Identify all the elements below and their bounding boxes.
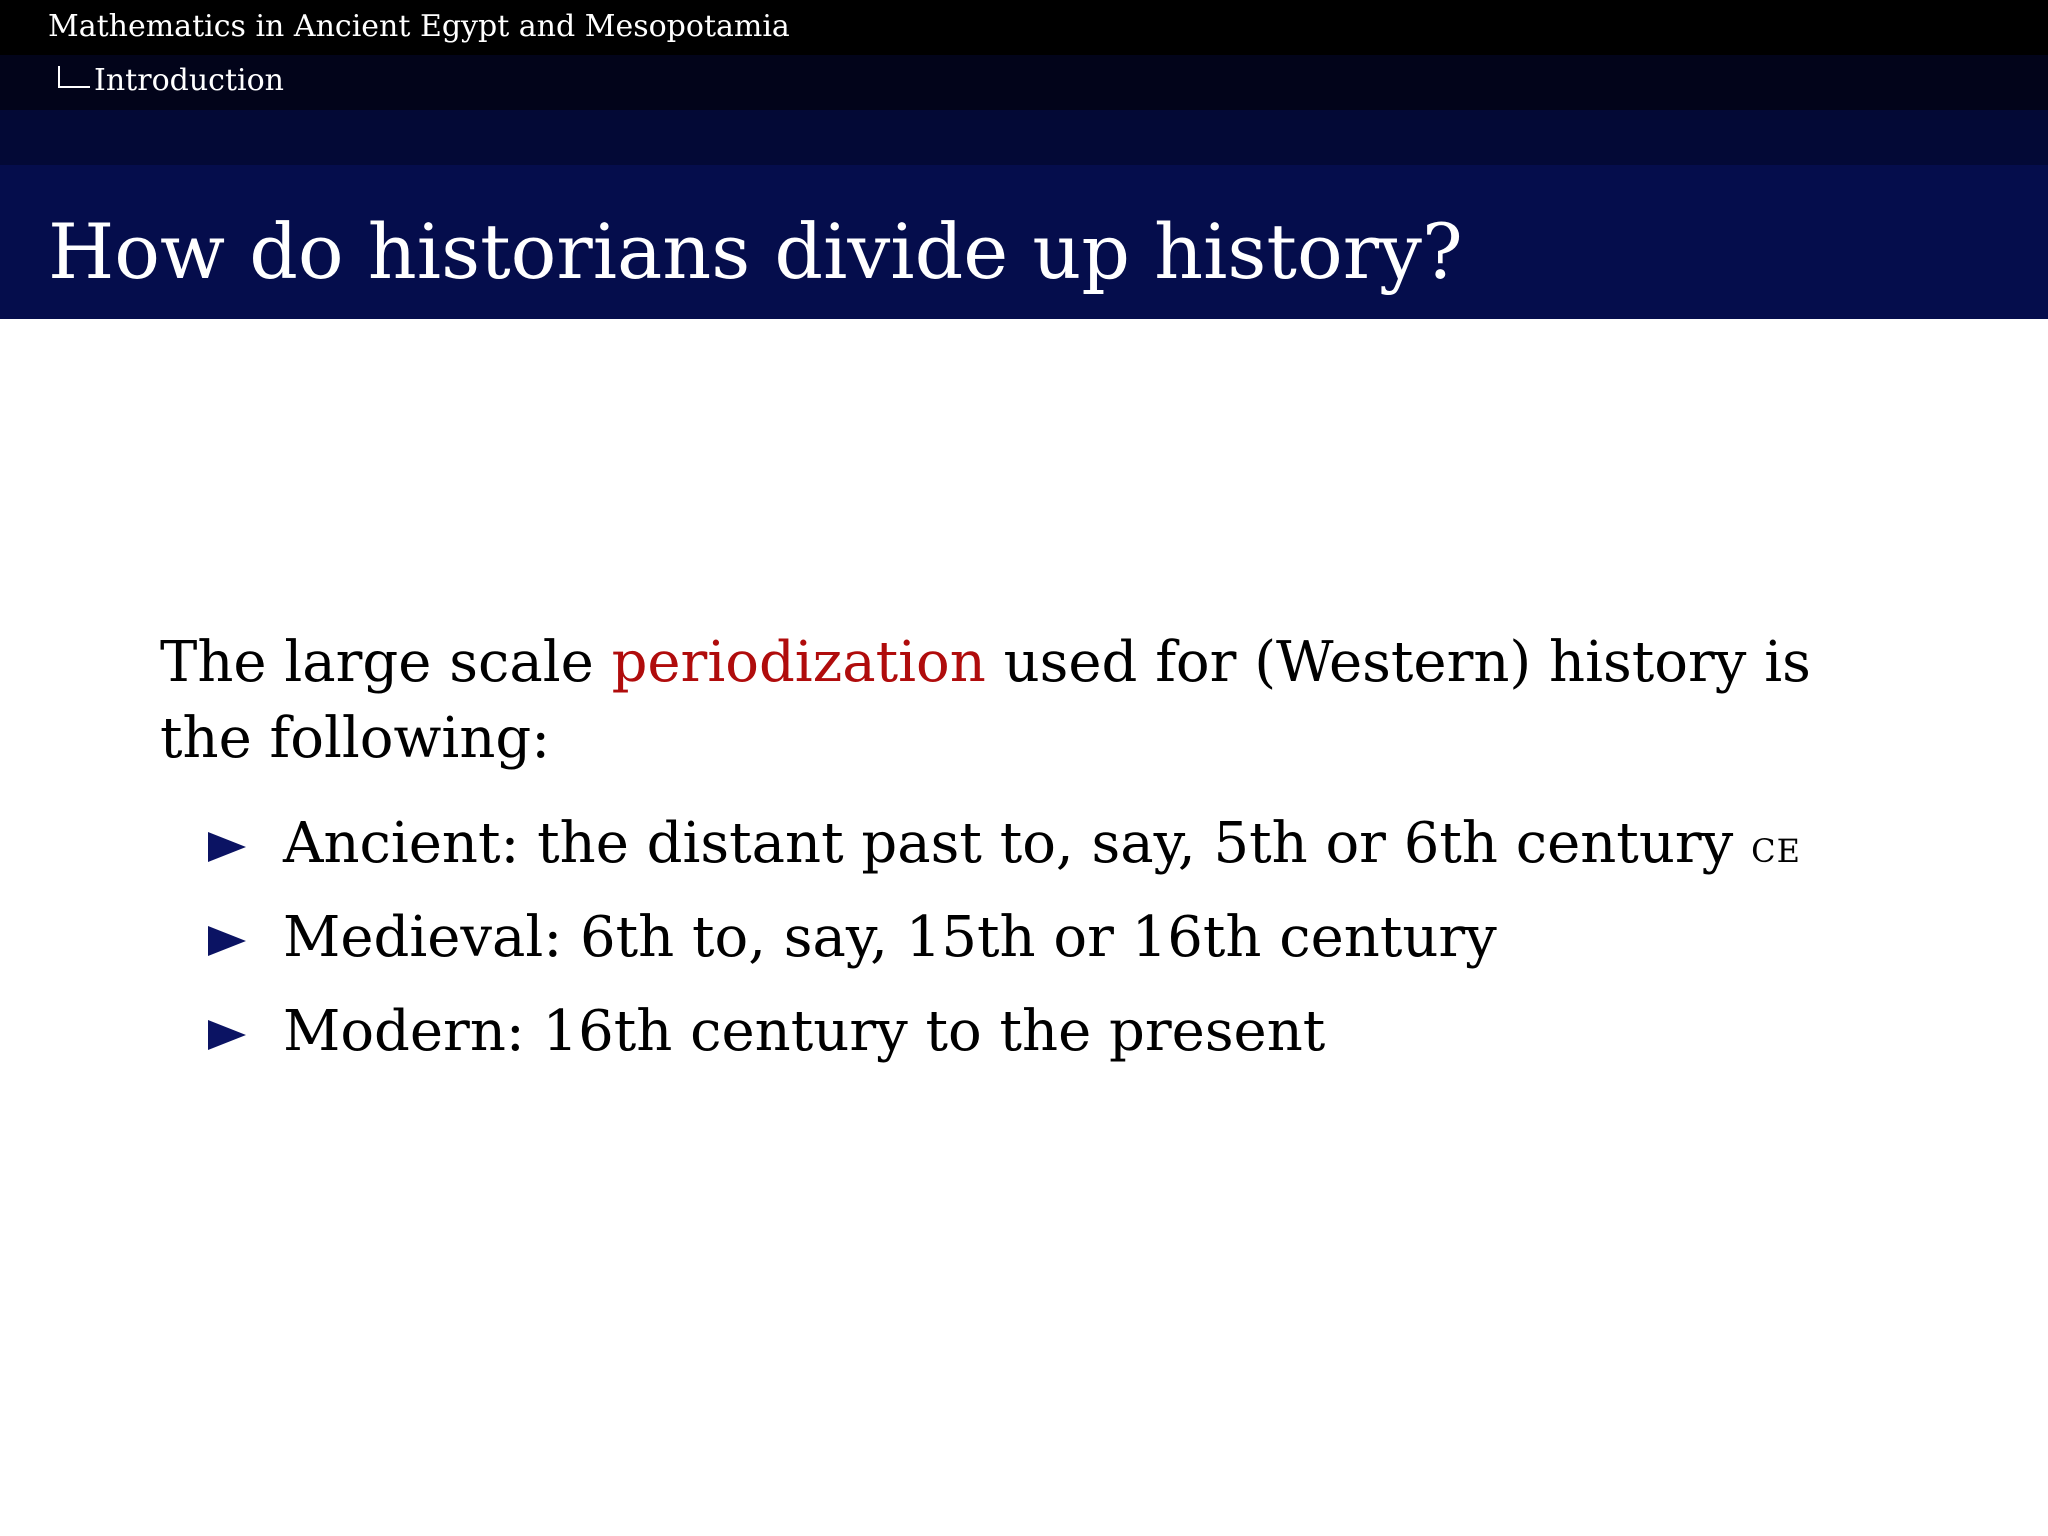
- period-item-ancient: [208, 806, 1908, 900]
- intro-text-before: The large scale: [160, 630, 612, 695]
- era-abbreviation: ce: [1751, 819, 1801, 873]
- tree-branch-icon: [58, 66, 90, 88]
- section-label: Introduction: [94, 63, 284, 98]
- slide-header: [0, 0, 2048, 319]
- intro-text-after: used for (Western) history is the following:: [160, 630, 1811, 771]
- period-text: [283, 994, 1325, 1070]
- intro-paragraph: [160, 625, 1920, 777]
- period-text: [283, 900, 1497, 976]
- period-list: [208, 806, 1908, 1088]
- period-item-modern: [208, 994, 1908, 1088]
- period-item-medieval: [208, 900, 1908, 994]
- triangle-bullet-icon: [208, 926, 246, 956]
- presentation-title: Mathematics in Ancient Egypt and Mesopotamia: [48, 9, 790, 44]
- period-text: [283, 806, 1801, 884]
- frame-title: How do historians divide up history?: [48, 207, 1463, 296]
- triangle-bullet-icon: [208, 1020, 246, 1050]
- period-description: Ancient: the distant past to, say, 5th or 6th century: [283, 811, 1752, 876]
- period-description: Medieval: 6th to, say, 15th or 16th century: [283, 905, 1497, 970]
- triangle-bullet-icon: [208, 832, 246, 862]
- periodization-term: periodization: [611, 630, 986, 695]
- period-description: Modern: 16th century to the present: [283, 999, 1326, 1064]
